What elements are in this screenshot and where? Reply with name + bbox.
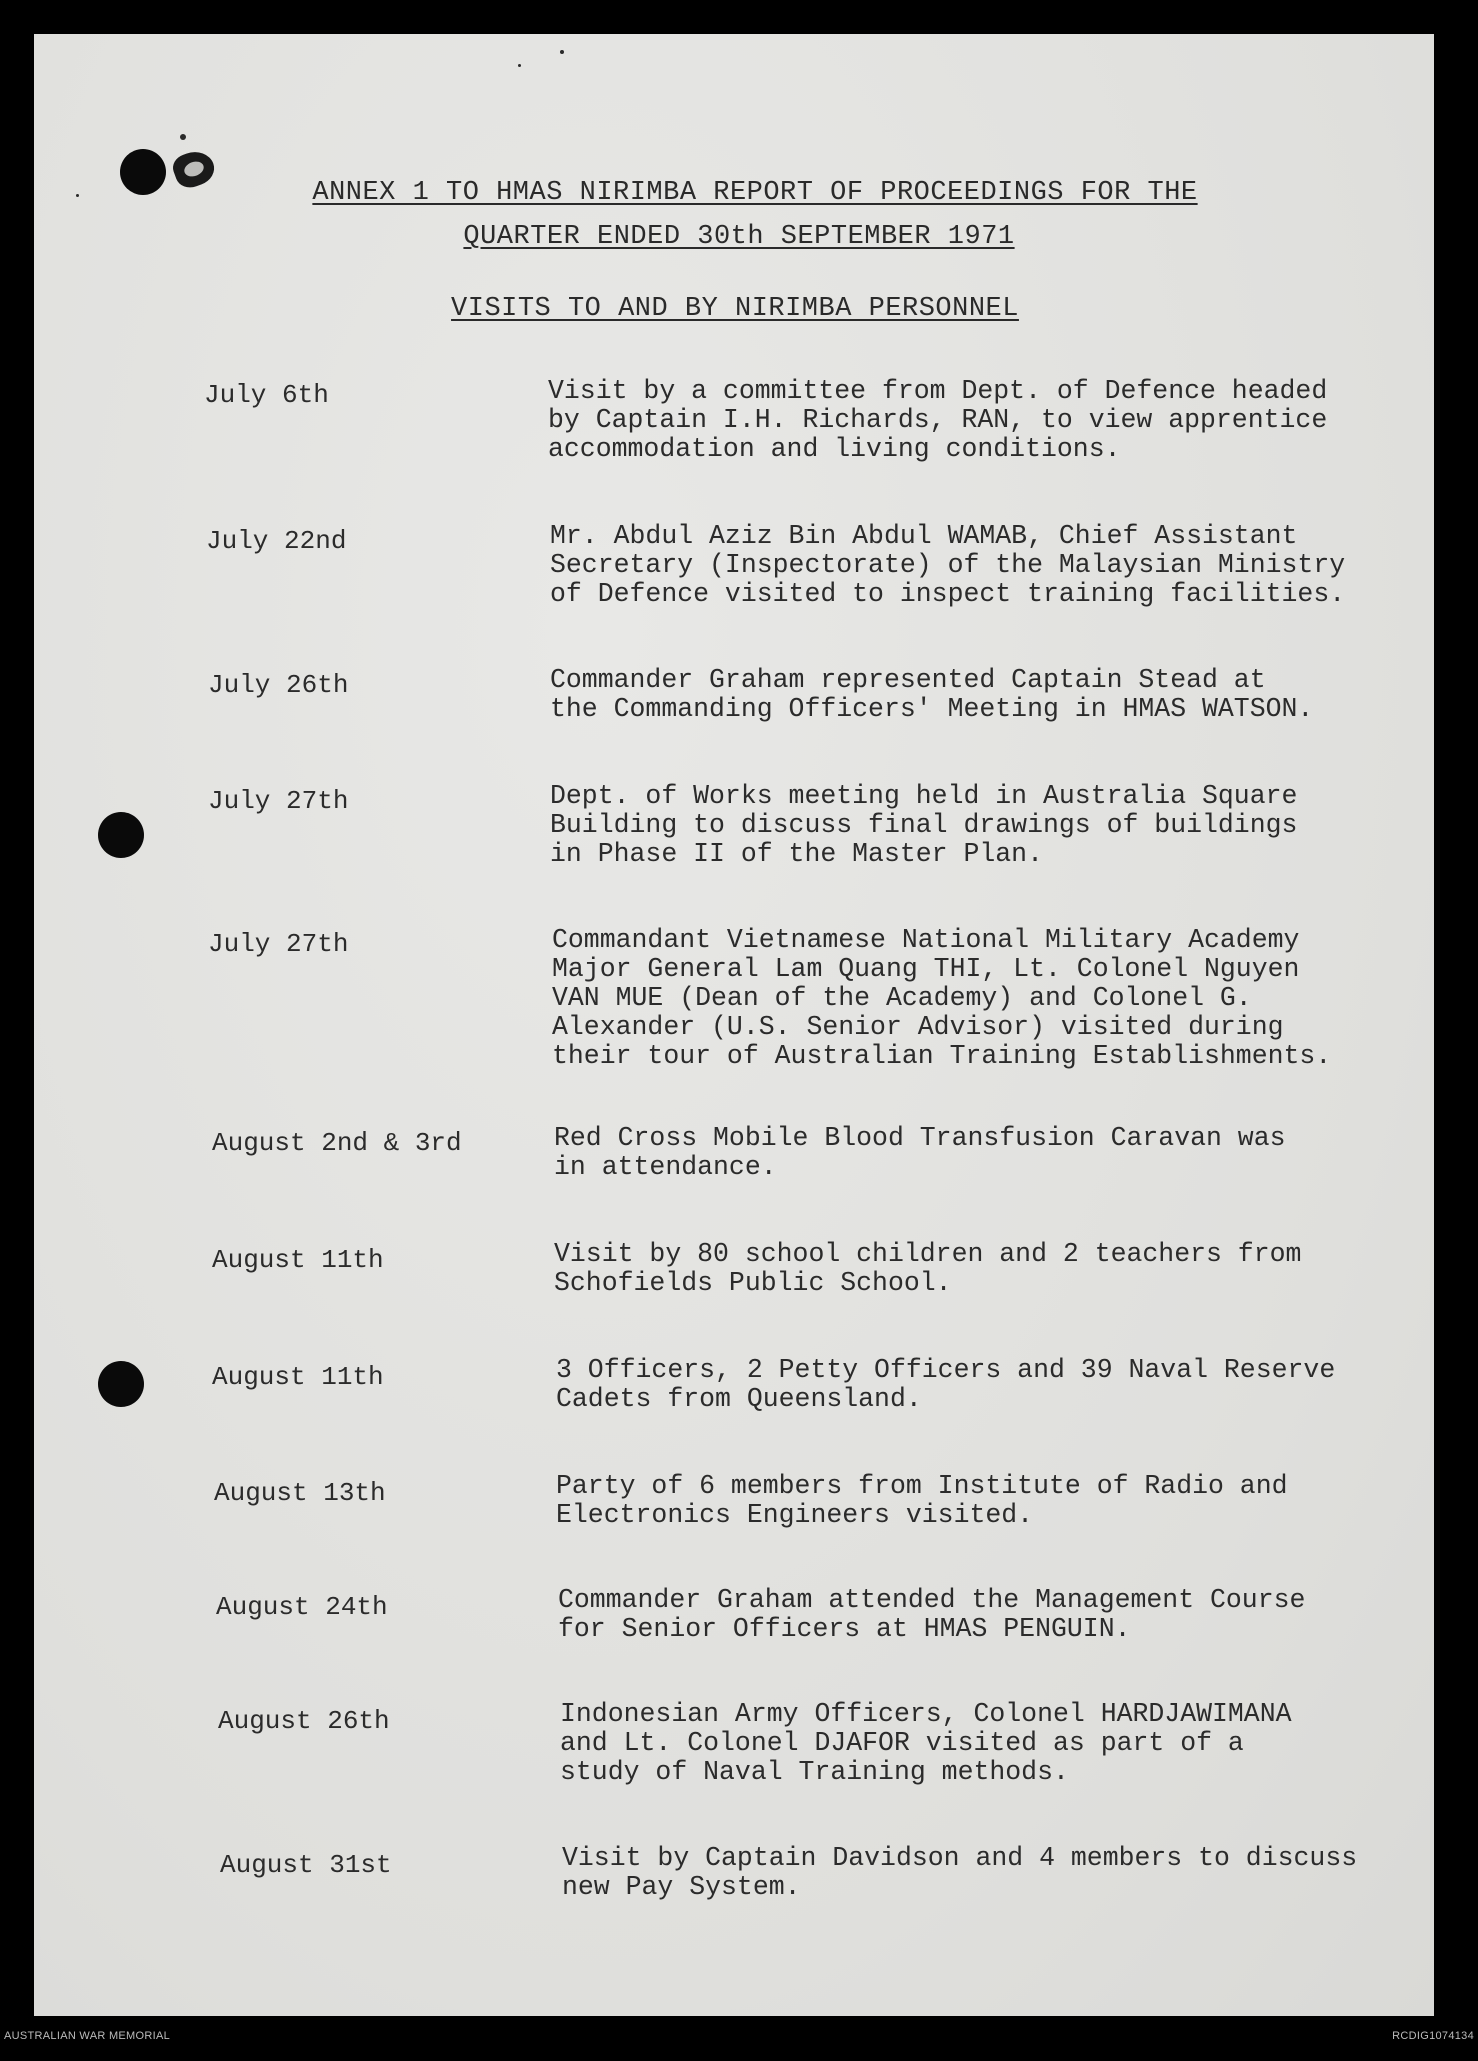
entry-description: Commander Graham attended the Management Course for Senior Officers at HMAS PENGUIN. [558,1585,1306,1644]
entry-date: August 13th [214,1478,386,1508]
speck [560,50,564,54]
entry-date: August 26th [218,1706,390,1736]
footer-record-id: RCDIG1074134 [1392,2030,1474,2042]
entry-date: August 11th [212,1245,384,1275]
entry-description: Indonesian Army Officers, Colonel HARDJAWIMANA and Lt. Colonel DJAFOR visited as part of a study of Naval Training methods. [560,1699,1292,1787]
entry-date: July 6th [204,380,329,410]
entry-date: August 2nd & 3rd [212,1128,462,1158]
entry-description: Red Cross Mobile Blood Transfusion Caravan was in attendance. [554,1123,1286,1182]
entry-date: July 27th [208,786,349,816]
entry-description: Commander Graham represented Captain Stead at the Commanding Officers' Meeting in HMAS WATSON. [550,665,1314,724]
document-title-line-1 [16,178,1478,208]
entry-date: July 27th [208,929,349,959]
speck [180,134,186,140]
entry-description: Mr. Abdul Aziz Bin Abdul WAMAB, Chief Assistant Secretary (Inspectorate) of the Malaysian Ministry of Defence visited to inspect training facilities. [550,521,1346,609]
entry-description: Visit by Captain Davidson and 4 members to discuss new Pay System. [562,1843,1358,1902]
entry-description: 3 Officers, 2 Petty Officers and 39 Naval Reserve Cadets from Queensland. [556,1355,1336,1414]
document-subtitle [0,294,1474,324]
punch-hole-middle [98,812,144,858]
footer-source-label: AUSTRALIAN WAR MEMORIAL [4,2030,171,2042]
entry-description: Party of 6 members from Institute of Radio and Electronics Engineers visited. [556,1471,1288,1530]
entry-description: Dept. of Works meeting held in Australia Square Building to discuss final drawings of buildings in Phase II of the Master Plan. [550,781,1298,869]
speck [518,64,521,67]
document-title-line-2 [0,222,1478,252]
entry-description: Visit by 80 school children and 2 teachers from Schofields Public School. [554,1239,1302,1298]
subtitle-text: VISITS TO AND BY NIRIMBA PERSONNEL [451,294,1019,324]
entry-description: Visit by a committee from Dept. of Defence headed by Captain I.H. Richards, RAN, to view apprentice accommodation and living conditions. [548,376,1328,464]
entry-date: August 31st [220,1850,392,1880]
entry-date: July 22nd [206,526,347,556]
entry-description: Commandant Vietnamese National Military Academy Major General Lam Quang THI, Lt. Colonel Nguyen VAN MUE (Dean of the Academy) and Colonel G. Alexander (U.S. Senior Advisor) visited during their tour of Australian Training Establishments. [552,925,1332,1071]
entry-date: July 26th [208,670,349,700]
title-line-2-text: QUARTER ENDED 30th SEPTEMBER 1971 [463,222,1015,252]
entry-date: August 11th [212,1362,384,1392]
punch-hole-bottom [98,1361,144,1407]
entry-date: August 24th [216,1592,388,1622]
title-line-1-text: ANNEX 1 TO HMAS NIRIMBA REPORT OF PROCEEDINGS FOR THE [312,178,1198,208]
